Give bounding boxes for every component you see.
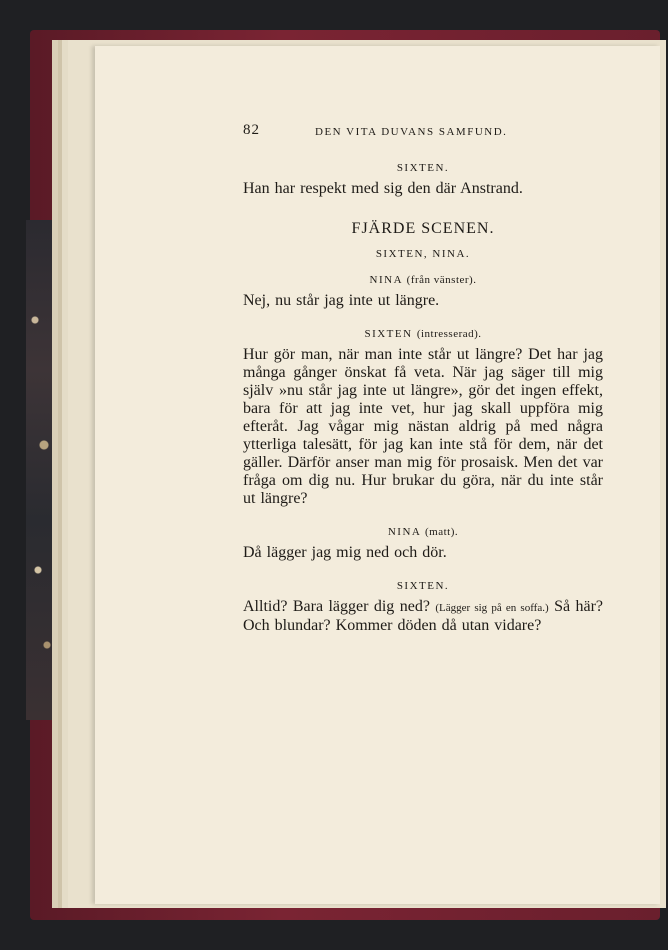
- stage-direction: (intresserad).: [416, 328, 482, 340]
- dialogue-line: [243, 598, 603, 635]
- dialogue-line: Han har respekt med sig den där Anstrand.: [243, 180, 523, 197]
- speaker-label: [243, 526, 603, 538]
- page-number: 82: [243, 122, 260, 138]
- scene-cast: SIXTEN, NINA.: [375, 248, 471, 260]
- dialogue-text: Så här? Och blundar? Kommer döden då utan vidare?: [243, 598, 604, 634]
- stage-direction: (Lägger sig på en soffa.): [435, 602, 549, 614]
- dialogue-line: Nej, nu står jag inte ut längre.: [243, 292, 440, 309]
- dialogue-line: Då lägger jag mig ned och dör.: [243, 544, 447, 561]
- speaker-name: NINA: [387, 526, 421, 538]
- stage-direction: (matt).: [425, 526, 459, 538]
- speaker-name: NINA: [369, 274, 403, 286]
- dialogue-text: Alltid? Bara lägger dig ned?: [243, 598, 430, 615]
- page-header: [243, 122, 603, 144]
- page-text: [243, 122, 603, 635]
- speaker-name: SIXTEN: [364, 328, 413, 340]
- speaker-label: SIXTEN.: [396, 580, 450, 592]
- speaker-label: [243, 274, 603, 286]
- stage-direction: (från vänster).: [406, 274, 477, 286]
- speaker-label: [243, 328, 603, 340]
- speaker-label: SIXTEN.: [396, 162, 450, 174]
- dialogue-line: Hur gör man, när man inte står ut längre? Det har jag många gånger önskat få veta. När jag säger till mig själv »nu står jag inte ut längre», gör det ingen effekt, bara för att jag inte vet, hur jag skall uppföra mig efteråt. Jag vågar mig nästan aldrig på med några ytterliga talesätt, för jag kan inte stå för dem, när det gäller. Därför anser man mig för prosaisk. Men det var fråga om dig nu. Hur brukar du göra, när du inte står ut längre?: [243, 346, 603, 507]
- running-head: DEN VITA DUVANS SAMFUND.: [315, 126, 508, 138]
- scene-title: FJÄRDE SCENEN.: [351, 220, 495, 237]
